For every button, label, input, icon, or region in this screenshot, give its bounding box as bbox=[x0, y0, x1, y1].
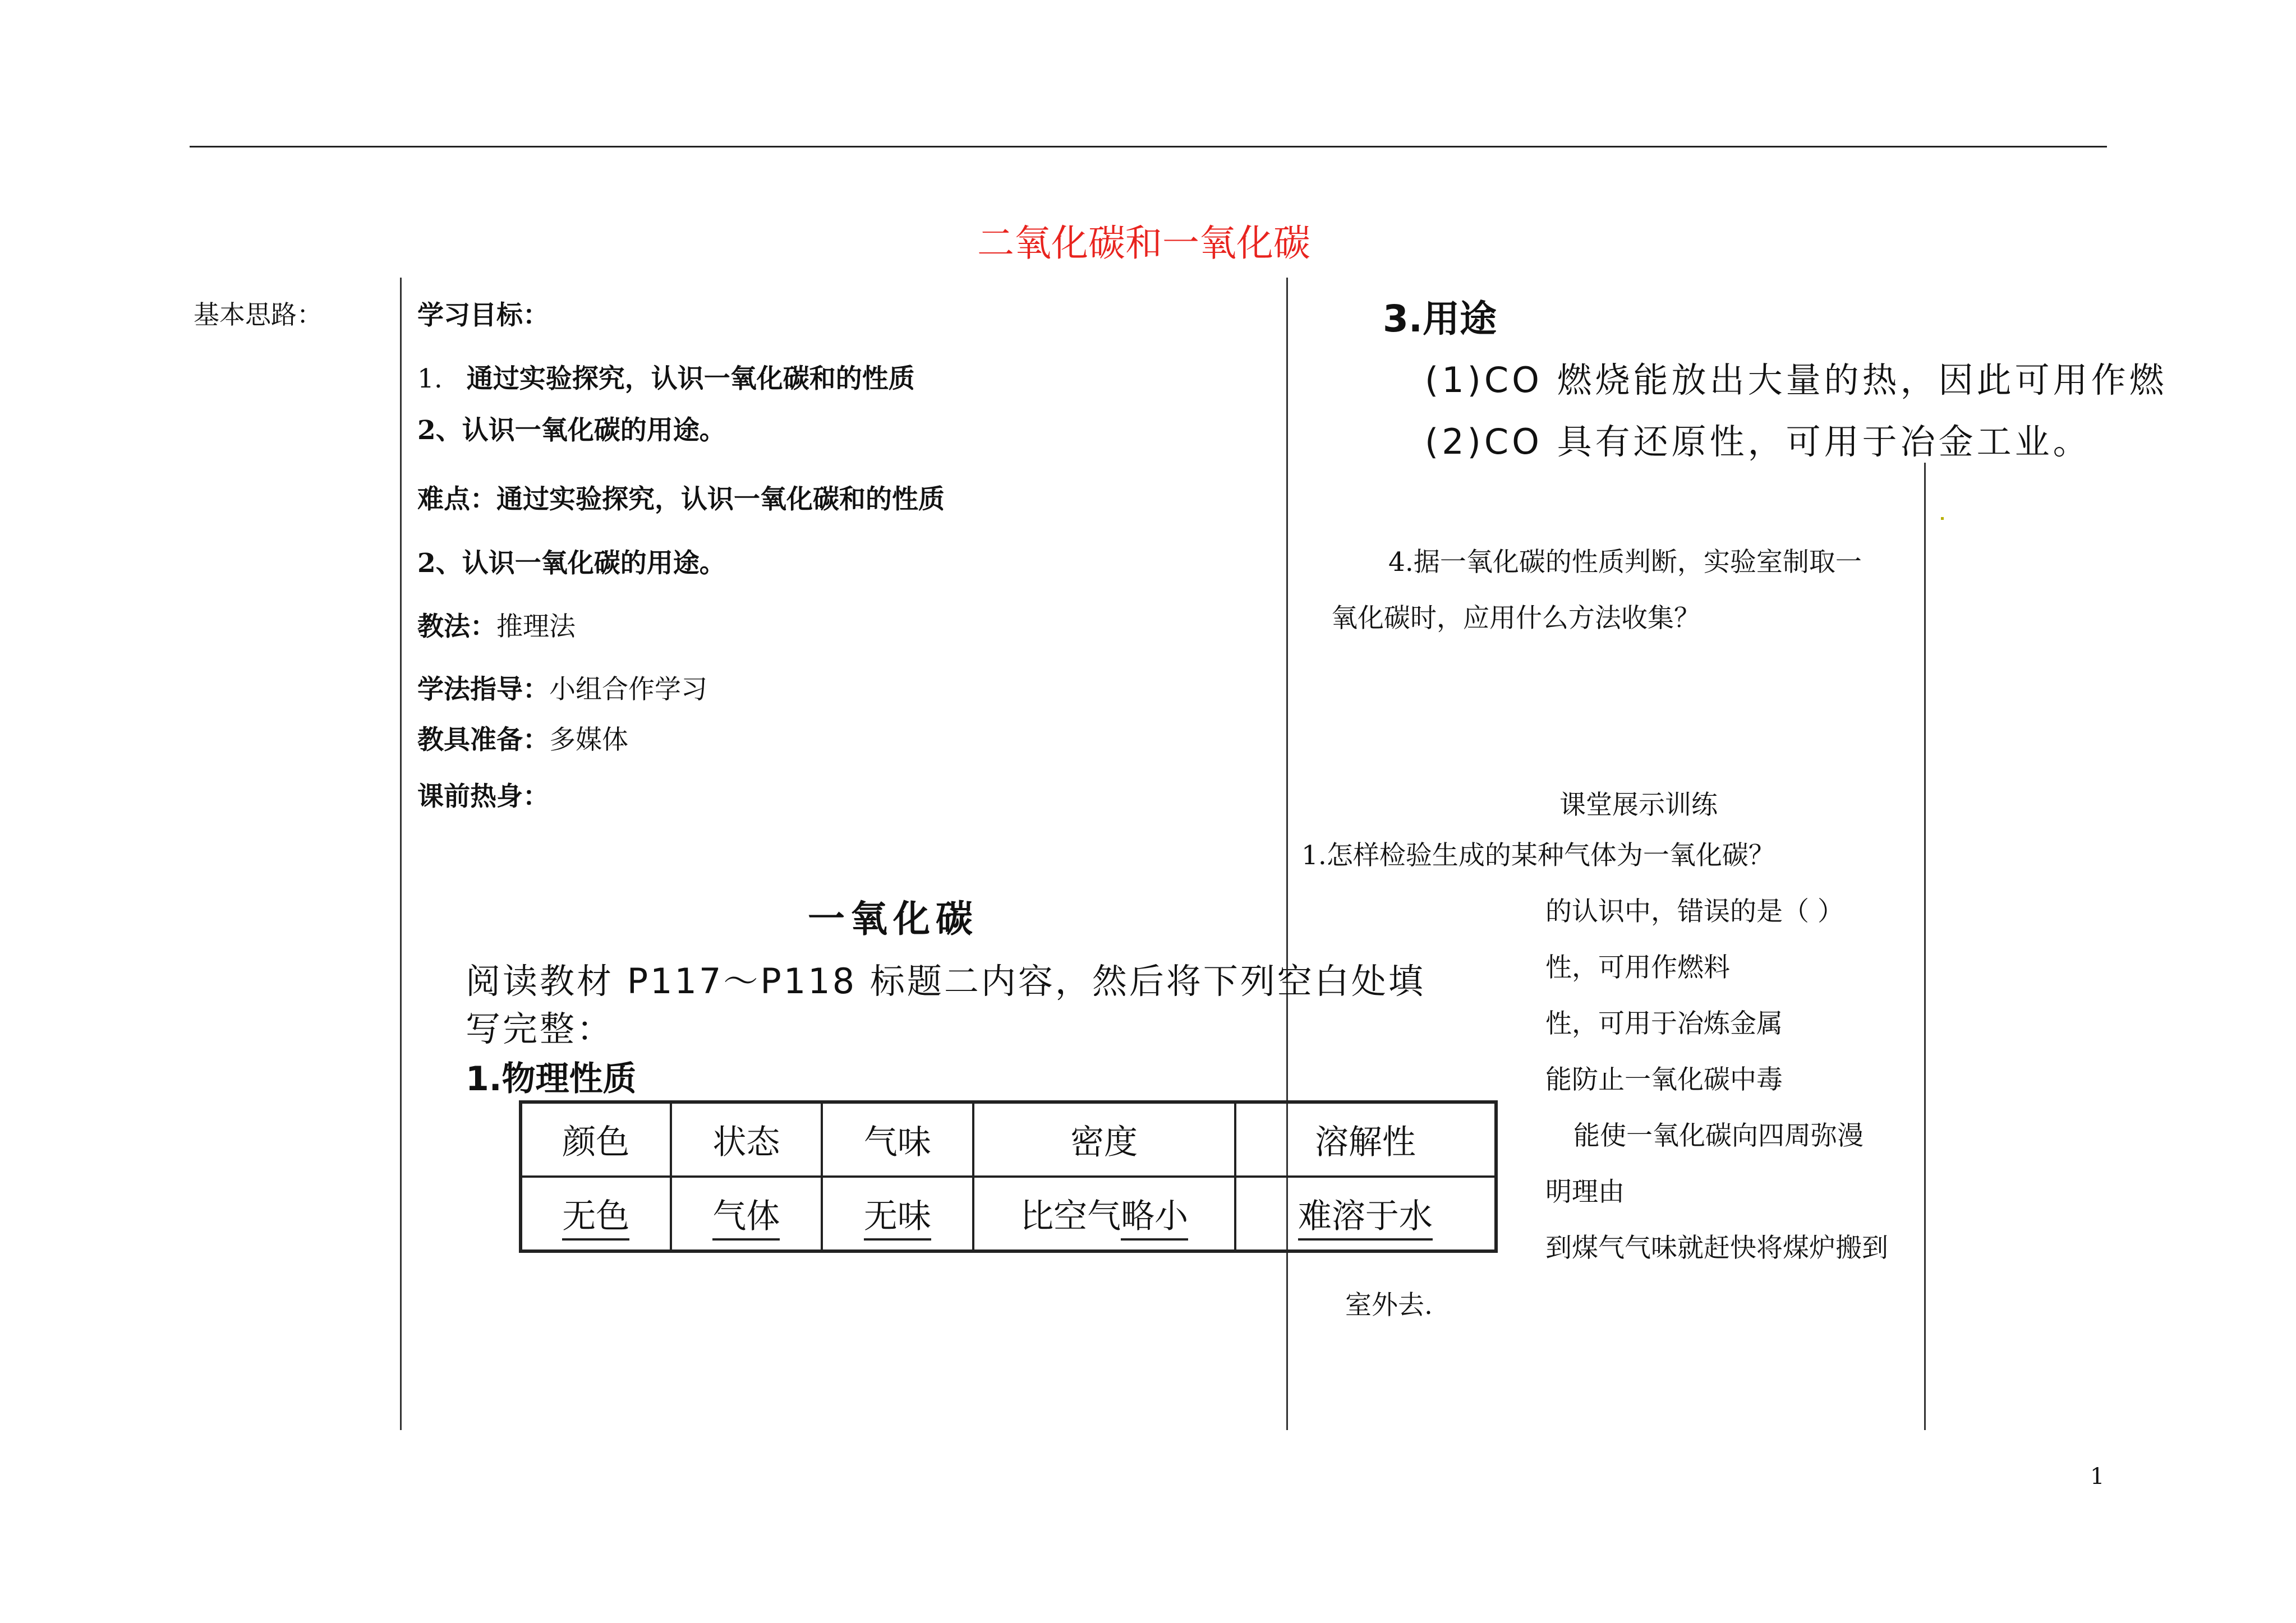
tools-value: 多媒体 bbox=[549, 725, 628, 755]
objective-item-1-text: 通过实验探究，认识一氧化碳和的性质 bbox=[466, 363, 915, 394]
value-color-text: 无色 bbox=[562, 1197, 629, 1241]
training-fragment-7: 到煤气气味就赶快将煤炉搬到 bbox=[1545, 1233, 1888, 1264]
co-instruction-line-1: 阅读教材 P117～P118 标题二内容，然后将下列空白处填 bbox=[466, 961, 1425, 1002]
study-guide-line bbox=[417, 668, 707, 706]
table-header-odor: 气味 bbox=[822, 1102, 973, 1177]
table-value-state bbox=[671, 1177, 822, 1251]
tools-line bbox=[417, 719, 628, 757]
training-fragment-5: 能使一氧化碳向四周弥漫 bbox=[1573, 1121, 1864, 1151]
value-state-text: 气体 bbox=[712, 1197, 780, 1241]
method-label: 教法： bbox=[417, 611, 496, 642]
difficulty-item-2: 2、认识一氧化碳的用途。 bbox=[417, 548, 726, 579]
uses-line-1: (1)CO 燃烧能放出大量的热，因此可用作燃 bbox=[1425, 359, 2168, 400]
warmup-label: 课前热身： bbox=[417, 781, 549, 812]
difficulty-label: 难点： bbox=[417, 484, 496, 515]
co-instruction-line-2: 写完整： bbox=[466, 1008, 614, 1049]
difficulty-line bbox=[417, 478, 945, 516]
left-label: 基本思路： bbox=[194, 299, 323, 330]
uses-line-2: (2)CO 具有还原性，可用于冶金工业。 bbox=[1425, 421, 2091, 462]
column-rule-right bbox=[1924, 463, 1926, 1430]
table-header-color: 颜色 bbox=[521, 1102, 671, 1177]
difficulty-text: 通过实验探究，认识一氧化碳和的性质 bbox=[496, 484, 945, 515]
training-fragment-4: 能防止一氧化碳中毒 bbox=[1545, 1064, 1783, 1095]
co-section-heading: 一氧化碳 bbox=[808, 897, 978, 940]
training-question-1: 1.怎样检验生成的某种气体为一氧化碳？ bbox=[1301, 840, 1775, 871]
objective-item-1 bbox=[417, 358, 915, 395]
table-header-state: 状态 bbox=[671, 1102, 822, 1177]
table-value-color bbox=[521, 1177, 671, 1251]
page-number: 1 bbox=[2090, 1464, 2105, 1490]
value-density-text: 略小 bbox=[1121, 1197, 1188, 1241]
method-value: 推理法 bbox=[496, 611, 576, 642]
training-fragment-2: 性，可用作燃料 bbox=[1545, 952, 1730, 983]
tools-label: 教具准备： bbox=[417, 725, 549, 755]
value-density-prefix: 比空气 bbox=[1020, 1197, 1121, 1236]
objectives-heading: 学习目标： bbox=[417, 300, 549, 331]
method-line bbox=[417, 606, 576, 643]
question-4-line-2: 氧化碳时，应用什么方法收集？ bbox=[1331, 603, 1700, 634]
table-header-solubility: 溶解性 bbox=[1235, 1102, 1496, 1177]
study-guide-value: 小组合作学习 bbox=[549, 674, 707, 705]
training-fragment-8: 室外去. bbox=[1345, 1290, 1433, 1321]
value-odor-text: 无味 bbox=[864, 1197, 931, 1241]
objective-item-1-number: 1. bbox=[417, 363, 443, 394]
objective-item-2: 2、认识一氧化碳的用途。 bbox=[417, 415, 726, 446]
uses-heading: 3.用途 bbox=[1383, 297, 1497, 340]
table-value-density bbox=[973, 1177, 1235, 1251]
table-header-density: 密度 bbox=[973, 1102, 1235, 1177]
column-rule-left bbox=[400, 278, 402, 1430]
question-4-line-1: 4.据一氧化碳的性质判断，实验室制取一 bbox=[1388, 547, 1862, 578]
table-value-odor bbox=[822, 1177, 973, 1251]
training-fragment-1: 的认识中，错误的是（ ） bbox=[1545, 896, 1844, 927]
table-header-row bbox=[521, 1102, 1496, 1177]
page-title: 二氧化碳和一氧化碳 bbox=[977, 222, 1310, 265]
physical-properties-table bbox=[519, 1100, 1498, 1253]
physical-properties-heading: 1.物理性质 bbox=[466, 1059, 637, 1099]
training-heading: 课堂展示训练 bbox=[1559, 790, 1718, 820]
table-value-solubility bbox=[1235, 1177, 1496, 1251]
column-rule-middle bbox=[1286, 278, 1288, 1430]
training-fragment-6: 明理由 bbox=[1545, 1177, 1625, 1207]
decorative-dot bbox=[1941, 517, 1944, 520]
study-guide-label: 学法指导： bbox=[417, 674, 549, 705]
table-value-row bbox=[521, 1177, 1496, 1251]
header-rule bbox=[190, 146, 2107, 147]
value-solubility-text: 难溶于水 bbox=[1298, 1197, 1433, 1241]
training-fragment-3: 性，可用于冶炼金属 bbox=[1545, 1008, 1783, 1039]
